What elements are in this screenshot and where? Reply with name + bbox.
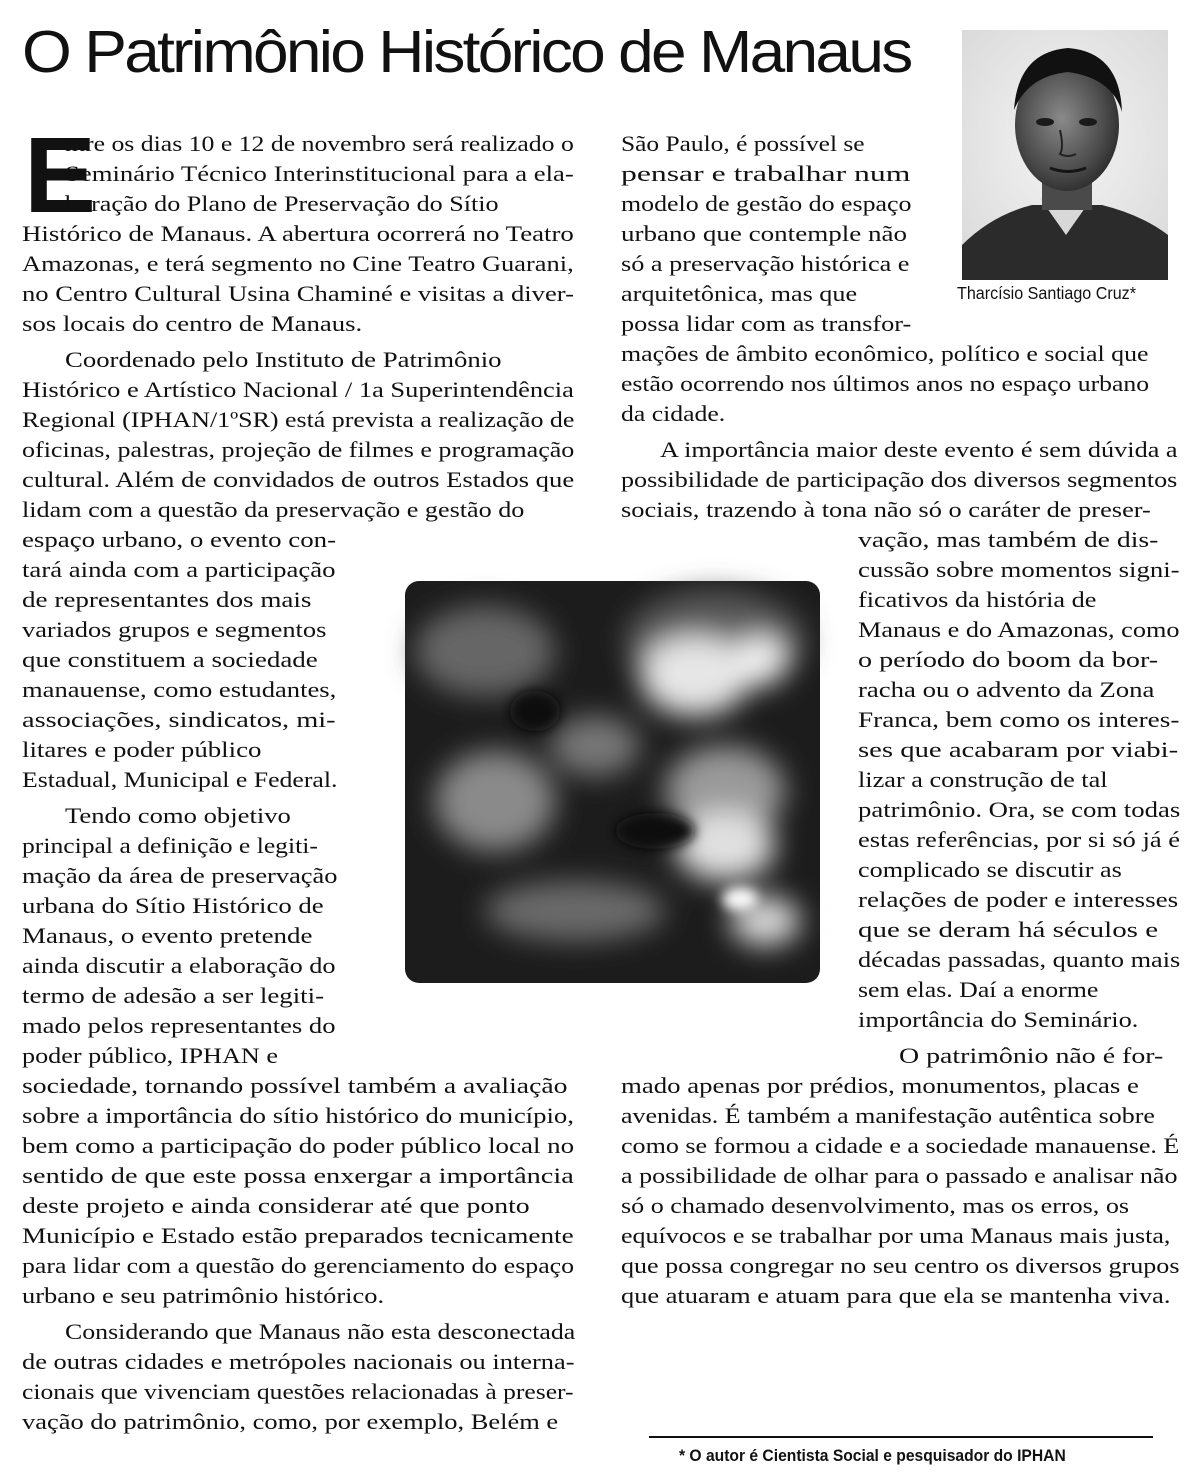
article-line: variados grupos e segmentos xyxy=(22,617,327,642)
article-line: pensar e trabalhar num xyxy=(621,161,911,186)
article-line: mação da área de preservação xyxy=(22,863,338,888)
article-line: que constituem a sociedade xyxy=(22,647,318,672)
article-line: patrimônio. Ora, se com todas xyxy=(858,797,1181,822)
article-line: Manaus e do Amazonas, como xyxy=(858,617,1180,642)
article-line: mações de âmbito econômico, político e social que xyxy=(621,341,1149,366)
article-line: São Paulo, é possível se xyxy=(621,131,865,156)
article-line: mado pelos representantes do xyxy=(22,1013,336,1038)
article-line: A importância maior deste evento é sem dúvida a xyxy=(660,437,1178,462)
article-line: só o chamado desenvolvimento, mas os erros, os xyxy=(621,1193,1130,1218)
photo-caption: Tharcísio Santiago Cruz* xyxy=(957,283,1136,303)
article-line: vação do patrimônio, como, por exemplo, Belém e xyxy=(22,1409,559,1434)
article-line: arquitetônica, mas que xyxy=(621,281,858,306)
article-line: sociedade, tornando possível também a avaliação xyxy=(22,1073,568,1098)
article-line: Município e Estado estão preparados tecnicamente xyxy=(22,1223,574,1248)
article-line: estão ocorrendo nos últimos anos no espaço urbano xyxy=(621,371,1150,396)
article-line: sos locais do centro de Manaus. xyxy=(22,311,363,336)
article-line: ses que acabaram por viabi- xyxy=(858,737,1179,762)
article-line: importância do Seminário. xyxy=(858,1007,1139,1032)
article-line: tará ainda com a participação xyxy=(22,557,336,582)
article-line: décadas passadas, quanto mais xyxy=(858,947,1181,972)
article-line: avenidas. É também a manifestação autêntica sobre xyxy=(621,1103,1155,1128)
article-line: lizar a construção de tal xyxy=(858,767,1108,792)
article-line: o período do boom da bor- xyxy=(858,647,1159,672)
article-line: só a preservação histórica e xyxy=(621,251,910,276)
article-line: oficinas, palestras, projeção de filmes e programação xyxy=(22,437,575,462)
author-footnote: * O autor é Cientista Social e pesquisador do IPHAN xyxy=(679,1446,1066,1465)
article-title: O Patrimônio Histórico de Manaus xyxy=(22,19,911,85)
article-line: modelo de gestão do espaço xyxy=(621,191,912,216)
article-line: sociais, trazendo à tona não só o caráter de preser- xyxy=(621,497,1151,522)
author-photo xyxy=(962,30,1168,280)
article-line: lidam com a questão da preservação e gestão do xyxy=(22,497,525,522)
article-line: Histórico de Manaus. A abertura ocorrerá no Teatro xyxy=(22,221,574,246)
article-line: manauense, como estudantes, xyxy=(22,677,337,702)
drop-cap: E xyxy=(24,114,97,235)
article-line: da cidade. xyxy=(621,401,726,426)
article-line: que se deram há séculos e xyxy=(858,917,1159,942)
article-line: sobre a importância do sítio histórico do município, xyxy=(22,1103,574,1128)
article-line: litares e poder público xyxy=(22,737,262,762)
article-line: deste projeto e ainda considerar até que ponto xyxy=(22,1193,530,1218)
article-line: cultural. Além de convidados de outros Estados que xyxy=(22,467,575,492)
article-line: mado apenas por prédios, monumentos, placas e xyxy=(621,1073,1139,1098)
article-line: Franca, bem como os interes- xyxy=(858,707,1180,732)
article-line: bem como a participação do poder público local no xyxy=(22,1133,575,1158)
article-line: Manaus, o evento pretende xyxy=(22,923,313,948)
article-line: cionais que vivenciam questões relacionadas à preser- xyxy=(22,1379,574,1404)
article-line: a possibilidade de olhar para o passado e analisar não xyxy=(621,1163,1178,1188)
article-line: Considerando que Manaus não esta desconectada xyxy=(65,1319,576,1344)
article-line: ntre os dias 10 e 12 de novembro será realizado o xyxy=(65,131,574,156)
article-line: urbano e seu patrimônio histórico. xyxy=(22,1283,385,1308)
article-line: Estadual, Municipal e Federal. xyxy=(22,767,338,792)
article-line: no Centro Cultural Usina Chaminé e visitas a diver- xyxy=(22,281,574,306)
footnote-rule xyxy=(649,1436,1153,1438)
article-line: Amazonas, e terá segmento no Cine Teatro Guarani, xyxy=(22,251,574,276)
article-line: Coordenado pelo Instituto de Patrimônio xyxy=(65,347,502,372)
article-line: equívocos e se trabalhar por uma Manaus mais justa, xyxy=(621,1223,1171,1248)
article-line: termo de adesão a ser legiti- xyxy=(22,983,325,1008)
article-line: espaço urbano, o evento con- xyxy=(22,527,337,552)
article-line: principal a definição e legiti- xyxy=(22,833,318,858)
article-line: sentido de que este possa enxergar a importância xyxy=(22,1163,574,1188)
article-line: Regional (IPHAN/1ºSR) está prevista a realização de xyxy=(22,407,575,432)
article-line: que possa congregar no seu centro os diversos grupos xyxy=(621,1253,1180,1278)
article-line: ainda discutir a elaboração do xyxy=(22,953,336,978)
article-line: de outras cidades e metrópoles nacionais ou interna- xyxy=(22,1349,575,1374)
article-line: para lidar com a questão do gerenciamento do espaço xyxy=(22,1253,575,1278)
article-line: racha ou o advento da Zona xyxy=(858,677,1155,702)
article-line: ficativos da história de xyxy=(858,587,1097,612)
article-line: sem elas. Daí a enorme xyxy=(858,977,1099,1002)
article-line: boração do Plano de Preservação do Sítio xyxy=(65,191,499,216)
article-line: O patrimônio não é for- xyxy=(899,1043,1164,1068)
article-image xyxy=(405,581,820,983)
article-line: Histórico e Artístico Nacional / 1a Superintendência xyxy=(22,377,574,402)
article-line: de representantes dos mais xyxy=(22,587,312,612)
article-line: como se formou a cidade e a sociedade manauense. É xyxy=(621,1133,1180,1158)
article-line: associações, sindicatos, mi- xyxy=(22,707,336,732)
article-line: complicado se discutir as xyxy=(858,857,1122,882)
article-line: urbana do Sítio Histórico de xyxy=(22,893,324,918)
article-line: estas referências, por si só já é xyxy=(858,827,1181,852)
article-line: possa lidar com as transfor- xyxy=(621,311,912,336)
article-line: Tendo como objetivo xyxy=(65,803,291,828)
article-line: vação, mas também de dis- xyxy=(858,527,1159,552)
article-line: possibilidade de participação dos diversos segmentos xyxy=(621,467,1178,492)
article-line: urbano que contemple não xyxy=(621,221,908,246)
article-line: relações de poder e interesses xyxy=(858,887,1179,912)
article-line: que atuaram e atuam para que ela se mantenha viva. xyxy=(621,1283,1171,1308)
article-line: Seminário Técnico Interinstitucional para a ela- xyxy=(65,161,574,186)
article-line: cussão sobre momentos signi- xyxy=(858,557,1180,582)
article-line: poder público, IPHAN e xyxy=(22,1043,278,1068)
